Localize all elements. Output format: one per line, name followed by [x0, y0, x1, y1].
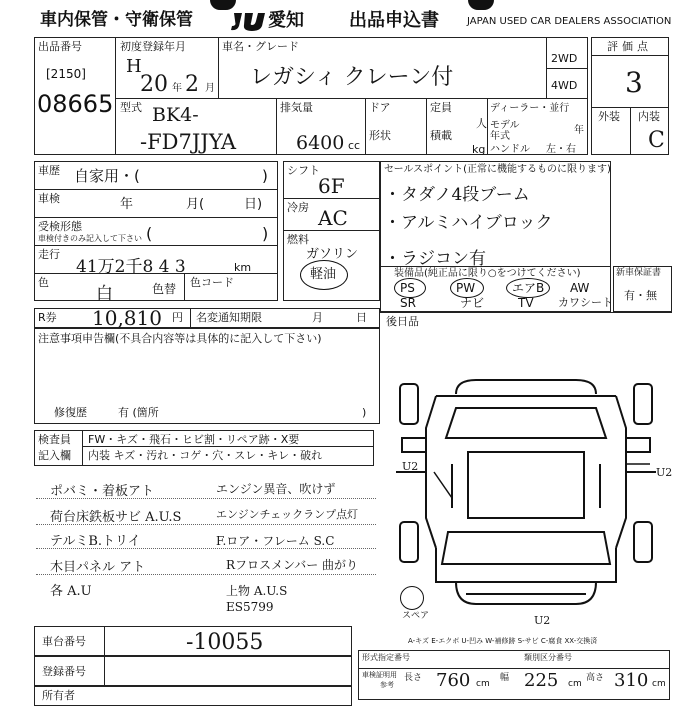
top-punch-hole-right [468, 0, 494, 10]
handle-value: 左・右 [546, 144, 576, 155]
equipment-navi: ナビ [460, 296, 485, 310]
shape-label: 形状 [369, 129, 391, 142]
repair-history-close: ) [362, 406, 367, 419]
remark-left-3: テルミB.トリイ [50, 534, 141, 549]
warranty-label: 新車保証書 [616, 268, 662, 278]
lot-number-small: [2150] [46, 67, 86, 81]
drive-4wd: 4WD [551, 79, 578, 92]
inspection-year: 年 [120, 197, 134, 212]
damage-mark-right: U2 [656, 466, 673, 479]
displacement-unit: cc [348, 139, 361, 152]
fuel-label: 燃料 [287, 233, 309, 246]
equipment-aw: AW [570, 281, 590, 295]
ac-label: 冷房 [287, 201, 309, 214]
model-code-label: 型式 [120, 101, 142, 114]
equipment-airbag-circle [506, 278, 550, 298]
notes-label: 注意事項申告欄(不具合内容等は具体的に記入して下さい) [38, 332, 322, 345]
equipment-pw: PW [456, 281, 476, 295]
association-english-name: JAPAN USED CAR DEALERS ASSOCIATION [467, 16, 672, 27]
capacity-label: 定員 [430, 101, 452, 114]
shift-value: 6F [318, 174, 345, 198]
equipment-label: 装備品(純正品に限り○をつけてください) [394, 268, 581, 279]
equipment-ps: PS [400, 281, 415, 295]
damage-legend: A-キズ E-エクボ U-凹み W-補修跡 S-サビ C-腐食 XX-交換済 [408, 637, 598, 645]
lot-number: 08665 [37, 90, 114, 118]
inspection-label: 車検 [38, 192, 60, 205]
remark-left-2: 荷台床鉄板サビ A.U.S [50, 510, 182, 525]
first-registration-era: H [126, 56, 142, 77]
inspection-month: 月( [186, 197, 205, 212]
grade-score: 3 [625, 66, 643, 99]
receipt-paren-close: ) [262, 224, 269, 243]
history-label: 車歴 [38, 164, 60, 177]
grade-label: 評価点 [607, 40, 652, 53]
r-ticket-label: R券 [38, 311, 57, 324]
model-code-line2: -FD7JJYA [140, 130, 237, 154]
spare-tire-icon [400, 586, 424, 610]
logo-text: 愛知 [268, 10, 304, 31]
remark-left-1: ポバミ・着板アト [50, 484, 155, 499]
equipment-pw-circle [450, 278, 484, 298]
model-year-label: モデル [490, 120, 520, 131]
length-value: 760 [436, 670, 471, 691]
remark-right-1: エンジン異音、吹けず [216, 482, 336, 496]
handle-label: ハンドル [490, 144, 530, 155]
color-label: 色 [38, 276, 49, 289]
equipment-airbag: エアB [512, 281, 545, 295]
history-value: 自家用・( [74, 167, 140, 185]
interior-grade: C [648, 128, 665, 153]
remark-right-2: エンジンチェックランプ点灯 [216, 508, 359, 521]
sales-point-label: セールスポイント(正常に機能するものに限ります) [384, 164, 611, 175]
first-registration-month-unit: 月 [205, 83, 215, 94]
fuel-diesel-circle [300, 260, 348, 290]
door-label: ドア [369, 101, 391, 114]
first-registration-month: 2 [185, 72, 199, 97]
tax-notice-label: 名変通知期限 [196, 311, 262, 324]
receipt-paren-open: ( [146, 224, 153, 243]
repair-history-value: 有 (箇所 [118, 406, 159, 419]
width-label: 幅 [500, 673, 510, 683]
sales-point-line3: ・ラジコン有 [384, 249, 486, 269]
mileage-value: 41万2千8 4 3 [76, 257, 186, 277]
damage-mark-bottom: U2 [534, 614, 551, 627]
chassis-number-label: 車台番号 [42, 635, 86, 648]
damage-mark-left: U2 [402, 460, 419, 473]
dealer-label: ディーラー・並行 [490, 103, 570, 114]
ref-label: 参考 [380, 681, 394, 689]
tax-notice-day: 日 [356, 311, 367, 324]
inspector-label-1: 検査員 [38, 433, 71, 446]
inspector-row1: FW・キズ・飛石・ヒビ割・リペア跡・X要 [88, 433, 300, 446]
mileage-unit: km [234, 261, 252, 274]
fuel-gasoline: ガソリン [306, 247, 359, 262]
receipt-note: 車検付きのみ記入して下さい [38, 234, 142, 243]
equipment-sr: SR [400, 296, 416, 310]
warranty-value: 有・無 [624, 289, 657, 302]
class-number-label: 類別区分番号 [524, 653, 572, 662]
equipment-seat: カワシート [558, 296, 613, 309]
width-value: 225 [524, 670, 559, 691]
length-label: 長さ [404, 673, 423, 683]
remark-right-3: F.ロア・フレーム S.C [216, 534, 335, 548]
tax-notice-month: 月 [312, 311, 323, 324]
equipment-tv: TV [518, 296, 534, 310]
mileage-label: 走行 [38, 248, 60, 261]
car-name-label: 車名・グレード [222, 40, 299, 53]
remark-right-5: 上物 A.U.S [226, 584, 288, 598]
top-punch-hole-left [210, 0, 236, 10]
drive-2wd: 2WD [551, 52, 578, 65]
sales-point-line1: ・タダノ4段ブーム [384, 185, 530, 205]
model-code-line1: BK4- [152, 104, 199, 126]
receipt-label: 受検形態 [38, 220, 82, 233]
remark-left-4: 木目パネル アト [50, 560, 146, 575]
plate-number-label: 登録番号 [42, 665, 86, 678]
model-year-unit: 年 [574, 125, 584, 136]
car-name-handwritten: レガシィ クレーン付 [250, 65, 454, 90]
first-registration-year: 20 [140, 72, 168, 97]
cert-label: 車検証明用 [362, 671, 397, 679]
equipment-ps-circle [394, 278, 426, 298]
after-items-label: 後日品 [386, 315, 419, 328]
exterior-label: 外装 [598, 110, 620, 123]
sales-point-line2: ・アルミハイブロック [384, 213, 553, 233]
lot-number-label: 出品番号 [38, 40, 82, 53]
color-code-label: 色コード [190, 276, 234, 289]
remark-right-6: ES5799 [226, 600, 274, 614]
color-change-label: 色替 [152, 282, 177, 296]
inspector-row2: 内装 キズ・汚れ・コゲ・穴・スレ・キレ・破れ [88, 449, 323, 462]
height-value: 310 [614, 670, 649, 691]
remark-right-4: Rフロスメンバー 曲がり [226, 558, 359, 572]
chassis-number-value: -10055 [186, 630, 264, 655]
vehicle-damage-diagram [396, 368, 656, 618]
displacement-label: 排気量 [280, 101, 313, 114]
remark-left-5: 各 A.U [50, 584, 92, 599]
width-unit: cm [568, 679, 582, 689]
fuel-diesel: 軽油 [310, 267, 337, 282]
association-logo [228, 10, 266, 32]
inspector-label-2: 記入欄 [38, 449, 71, 462]
length-unit: cm [476, 679, 490, 689]
interior-label: 内装 [638, 110, 660, 123]
height-unit: cm [652, 679, 666, 689]
type-designation-label: 形式指定番号 [362, 653, 410, 662]
ac-value: AC [318, 206, 348, 230]
inspection-day: 日) [244, 197, 263, 212]
form-title: 出品申込書 [349, 10, 439, 31]
owner-block [34, 686, 352, 706]
storage-title: 車内保管・守衛保管 [40, 10, 193, 30]
capacity-unit: 人 [476, 117, 487, 130]
displacement-value: 6400 [296, 132, 345, 154]
load-unit: kg [472, 143, 486, 156]
r-ticket-value: 10,810 [92, 306, 162, 330]
color-value: 白 [96, 284, 113, 304]
shift-label: シフト [287, 164, 320, 177]
history-close: ) [262, 167, 268, 185]
spare-label: スペア [402, 611, 430, 621]
height-label: 高さ [586, 673, 605, 683]
repair-history-label: 修復歴 [54, 406, 87, 419]
load-label: 積載 [430, 129, 452, 142]
first-registration-year-unit: 年 [172, 83, 182, 94]
model-year-sub: 年式 [490, 131, 510, 142]
owner-label: 所有者 [42, 689, 75, 702]
first-registration-label: 初度登録年月 [120, 40, 186, 53]
r-ticket-unit: 円 [172, 311, 183, 324]
